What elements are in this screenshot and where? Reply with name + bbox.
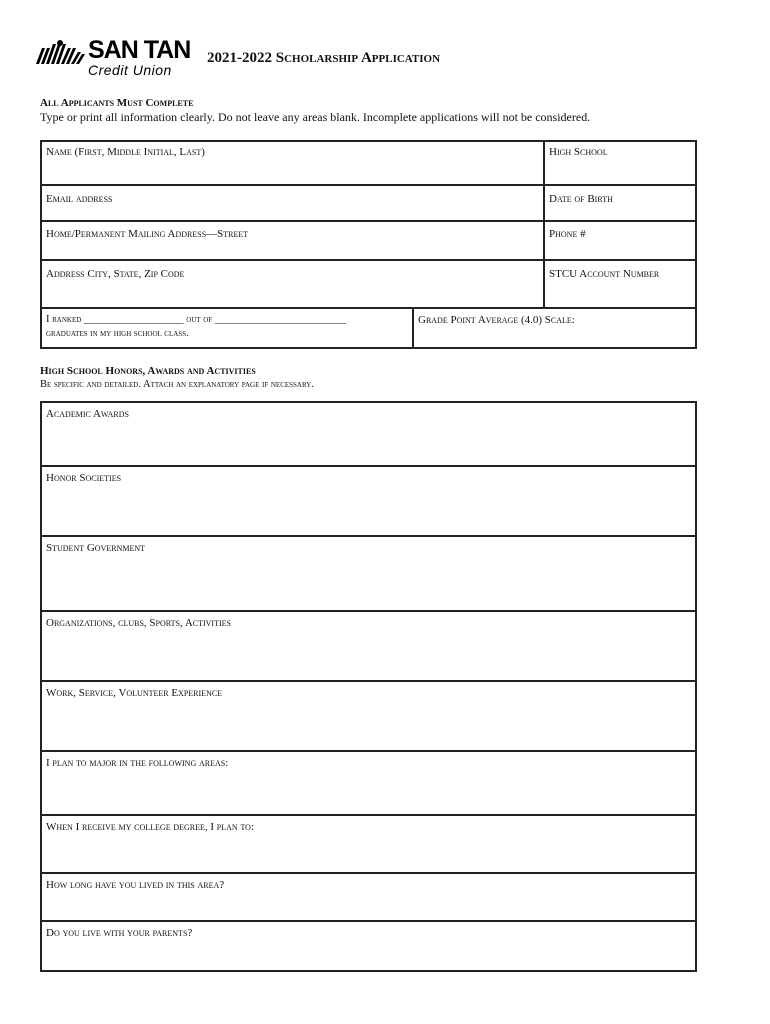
logo-subtitle: Credit Union xyxy=(88,62,172,78)
honors-subheading: Be specific and detailed. Attach an explanatory page if necessary. xyxy=(40,379,314,390)
street-address-label: Home/Permanent Mailing Address—Street xyxy=(46,228,249,240)
class-rank-label-2: graduates in my high school class. xyxy=(46,328,189,339)
name-label: Name (First, Middle Initial, Last) xyxy=(46,146,205,158)
organizations-field[interactable] xyxy=(40,610,697,682)
dob-label: Date of Birth xyxy=(549,193,613,205)
major-plans-field[interactable] xyxy=(40,750,697,816)
student-government-field[interactable] xyxy=(40,535,697,612)
section-label: Organizations, clubs, Sports, Activities xyxy=(46,617,231,629)
high-school-label: High School xyxy=(549,146,608,158)
instructions-text: Type or print all information clearly. Do not leave any areas blank. Incomplete applications will not be considered. xyxy=(40,110,591,124)
college-plans-field[interactable] xyxy=(40,814,697,874)
section-label: Do you live with your parents? xyxy=(46,927,193,939)
requirement-heading: All Applicants Must Complete xyxy=(40,97,194,109)
logo-wordmark: SAN TAN xyxy=(88,36,191,64)
account-number-field[interactable] xyxy=(543,259,697,309)
work-experience-field[interactable] xyxy=(40,680,697,752)
section-label: I plan to major in the following areas: xyxy=(46,757,229,769)
phone-label: Phone # xyxy=(549,228,586,240)
honors-heading: High School Honors, Awards and Activities xyxy=(40,365,256,377)
phone-field[interactable] xyxy=(543,220,697,261)
email-field[interactable] xyxy=(40,184,545,222)
account-number-label: STCU Account Number xyxy=(549,268,660,280)
city-state-zip-label: Address City, State, Zip Code xyxy=(46,268,185,280)
high-school-field[interactable] xyxy=(543,140,697,186)
class-rank-label: I ranked ___________________ out of _________________________ xyxy=(46,314,347,325)
logo-mark-icon xyxy=(36,40,88,66)
section-label: Work, Service, Volunteer Experience xyxy=(46,687,223,699)
dob-field[interactable] xyxy=(543,184,697,222)
academic-awards-field[interactable] xyxy=(40,401,697,467)
email-label: Email address xyxy=(46,193,113,205)
street-address-field[interactable] xyxy=(40,220,545,261)
city-state-zip-field[interactable] xyxy=(40,259,545,309)
section-label: Honor Societies xyxy=(46,472,122,484)
section-label: Student Government xyxy=(46,542,146,554)
residency-length-field[interactable] xyxy=(40,872,697,922)
class-rank-field[interactable] xyxy=(40,307,414,349)
section-label: When I receive my college degree, I plan to: xyxy=(46,821,255,833)
live-with-parents-field[interactable] xyxy=(40,920,697,972)
stcu-logo xyxy=(36,36,191,80)
page-title: 2021-2022 Scholarship Application xyxy=(207,50,441,66)
section-label: How long have you lived in this area? xyxy=(46,879,225,891)
gpa-label: Grade Point Average (4.0) Scale: xyxy=(418,314,575,326)
section-label: Academic Awards xyxy=(46,408,129,420)
name-field[interactable] xyxy=(40,140,545,186)
honor-societies-field[interactable] xyxy=(40,465,697,537)
gpa-field[interactable] xyxy=(412,307,697,349)
